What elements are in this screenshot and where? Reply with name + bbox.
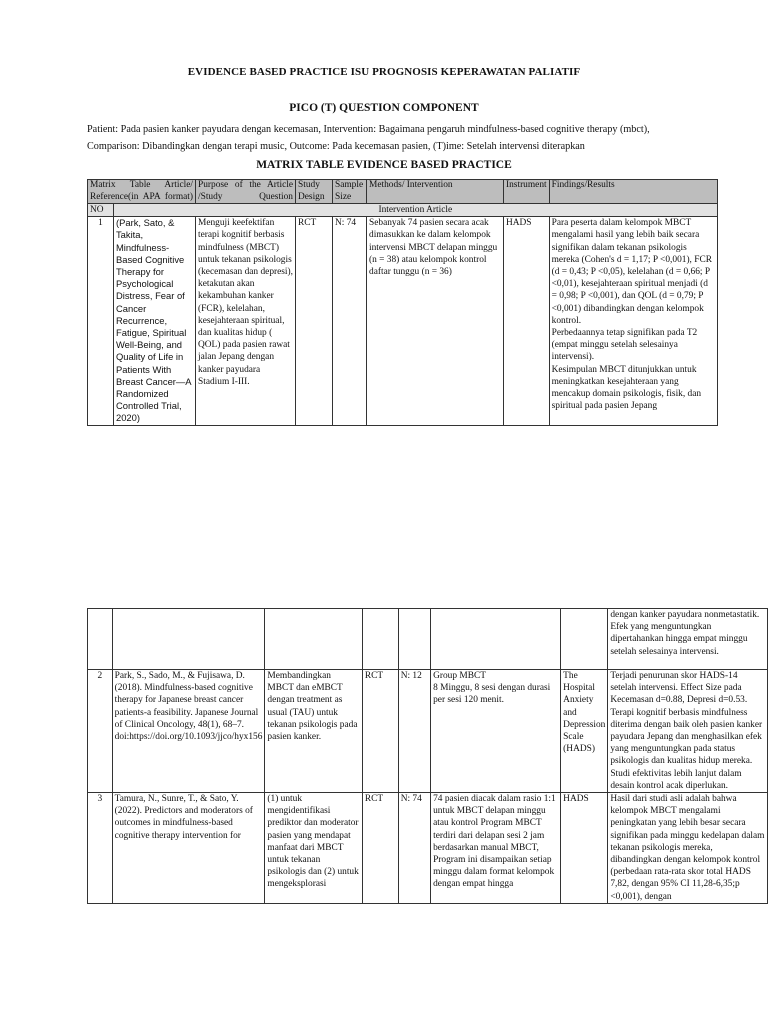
column-header-design: Study Design	[296, 180, 333, 204]
row-instrument: HADS	[504, 217, 550, 425]
column-header-reference: Matrix Table Article/ Reference(in APA format)	[88, 180, 196, 204]
row-sample: N: 74	[398, 793, 430, 904]
empty-cell	[112, 609, 265, 670]
row-purpose: Membandingkan MBCT dan eMBCT dengan treatment as usual (TAU) untuk tekanan psikologis pada pasien kanker.	[265, 670, 362, 793]
evidence-matrix-table-continued	[87, 608, 768, 904]
pico-line-2: Comparison: Dibandingkan dengan terapi music, Outcome: Pada kecemasan pasien, (T)ime: Setelah intervensi diterapkan	[87, 141, 585, 152]
findings-paragraph: Terapi kognitif berbasis mindfulness diterima dengan baik oleh pasien kanker payudara Jepang dan menghasilkan efek yang menguntungkan pada status psikologis dan kualitas hidup mereka. Studi efektivitas lebih lanjut dalam desain kontrol acak diperlukan.	[610, 707, 763, 791]
table-header-row	[88, 180, 718, 204]
evidence-matrix-table	[87, 179, 718, 426]
pico-heading: PICO (T) QUESTION COMPONENT	[289, 102, 479, 114]
row-design: RCT	[296, 217, 333, 425]
row-purpose: (1) untuk mengidentifikasi prediktor dan moderator pasien yang mendapat manfaat dari MBCT untuk tekanan psikologis dan (2) untuk mengeksplorasi	[265, 793, 362, 904]
row-reference: Park, S., Sado, M., & Fujisawa, D. (2018). Mindfulness-based cognitive therapy for Japanese breast cancer patients-a feasibility. Japanese Journal of Clinical Oncology, 48(1), 68–7. doi:https://doi.org/10.1093/jjco/hyx156	[112, 670, 265, 793]
findings-paragraph: Para peserta dalam kelompok MBCT mengalami hasil yang lebih baik secara signifikan dalam tekanan psikologis mereka (Cohen's d = 1,17; P <0,001), FCR (d = 0,43; P <0,05), kelelahan (d = 0,66; P <0,01), kesejahteraan spiritual menjadi (d = 0,98; P <0,001), dan QOL (d = 0,79; P <0,001) dibandingkan dengan kelompok kontrol.	[551, 218, 712, 326]
empty-cell	[265, 609, 362, 670]
document-page-top	[0, 0, 768, 490]
methods-paragraph: Group MBCT	[433, 671, 486, 681]
row-methods	[431, 670, 561, 793]
table-row	[88, 670, 768, 793]
column-header-sample: Sample Size	[333, 180, 367, 204]
row-findings	[608, 670, 768, 793]
document-page-bottom	[0, 608, 768, 1024]
row-findings	[549, 217, 717, 425]
row-instrument: The Hospital Anxiety and Depression Scale (HADS)	[561, 670, 608, 793]
empty-cell	[362, 609, 398, 670]
row-design: RCT	[362, 670, 398, 793]
empty-cell	[431, 609, 561, 670]
row-number: 1	[88, 217, 114, 425]
row-reference: (Park, Sato, & Takita, Mindfulness-Based Cognitive Therapy for Psychological Distress, Fear of Cancer Recurrence, Fatigue, Spiritual Well-Being, and Quality of Life in Patients With Breast Cancer—A Randomized Controlled Trial, 2020)	[114, 217, 196, 425]
column-header-instrument: Instrument	[504, 180, 550, 204]
row-sample: N: 74	[333, 217, 367, 425]
empty-cell	[88, 609, 113, 670]
row-number: 2	[88, 670, 113, 793]
matrix-heading: MATRIX TABLE EVIDENCE BASED PRACTICE	[256, 159, 512, 171]
column-header-findings: Findings/Results	[549, 180, 717, 204]
row-findings: Hasil dari studi asli adalah bahwa kelompok MBCT mengalami peningkatan yang lebih besar secara signifikan pada minggu kedelapan dalam tekanan psikologis mereka, dibandingkan dengan kelompok kontrol (perbedaan rata-rata skor total HADS 7,82, dengan 95% CI 11,28-6,35;p <0,001), dengan	[608, 793, 768, 904]
row-design: RCT	[362, 793, 398, 904]
row-sample: N: 12	[398, 670, 430, 793]
findings-paragraph: Terjadi penurunan skor HADS-14 setelah intervensi. Effect Size pada Kecemasan d=0.88, Depresi d=0.53.	[610, 671, 748, 706]
table-row	[88, 217, 718, 425]
column-header-purpose: Purpose of the Article /Study Question	[196, 180, 296, 204]
row-methods: 74 pasien diacak dalam rasio 1:1 untuk MBCT delapan minggu atau kontrol Program MBCT terdiri dari delapan sesi 2 jam berdasarkan manual MBCT, Program ini disampaikan setiap minggu dalam format kelompok dengan empat hingga	[431, 793, 561, 904]
table-row	[88, 793, 768, 904]
row-number: 3	[88, 793, 113, 904]
document-title: EVIDENCE BASED PRACTICE ISU PROGNOSIS KEPERAWATAN PALIATIF	[187, 66, 581, 78]
pico-line-1: Patient: Pada pasien kanker payudara dengan kecemasan, Intervention: Bagaimana pengaruh mindfulness-based cognitive therapy (mbct),	[87, 124, 650, 135]
section-row	[88, 204, 718, 217]
empty-cell	[398, 609, 430, 670]
row-findings-continued: dengan kanker payudara nonmetastatik. Efek yang menguntungkan dipertahankan hingga empat minggu setelah selesainya intervensi.	[608, 609, 768, 670]
no-label: NO	[88, 204, 114, 217]
table-row-continued	[88, 609, 768, 670]
row-purpose: Menguji keefektifan terapi kognitif berbasis mindfulness (MBCT) untuk tekanan psikologis (kecemasan dan depresi), ketakutan akan kekambuhan kanker (FCR), kelelahan, kesejahteraan spiritual, dan kualitas hidup ( QOL) pada pasien rawat jalan Jepang dengan kanker payudara Stadium I-III.	[196, 217, 296, 425]
findings-paragraph: Perbedaannya tetap signifikan pada T2 (empat minggu setelah selesainya intervensi).	[551, 328, 698, 363]
row-reference: Tamura, N., Sunre, T., & Sato, Y. (2022). Predictors and moderators of outcomes in mindfulness-based cognitive therapy intervention for	[112, 793, 265, 904]
row-methods: Sebanyak 74 pasien secara acak dimasukkan ke dalam kelompok intervensi MBCT delapan minggu (n = 38) atau kelompok kontrol daftar tunggu (n = 36)	[367, 217, 504, 425]
section-label: Intervention Article	[114, 204, 718, 217]
methods-paragraph: 8 Minggu, 8 sesi dengan durasi per sesi 120 menit.	[433, 683, 551, 706]
empty-cell	[561, 609, 608, 670]
column-header-methods: Methods/ Intervention	[367, 180, 504, 204]
row-instrument: HADS	[561, 793, 608, 904]
findings-paragraph: Kesimpulan MBCT ditunjukkan untuk meningkatkan kesejahteraan yang mencakup domain psikologis, fisik, dan spiritual pada pasien Jepang	[551, 364, 702, 412]
